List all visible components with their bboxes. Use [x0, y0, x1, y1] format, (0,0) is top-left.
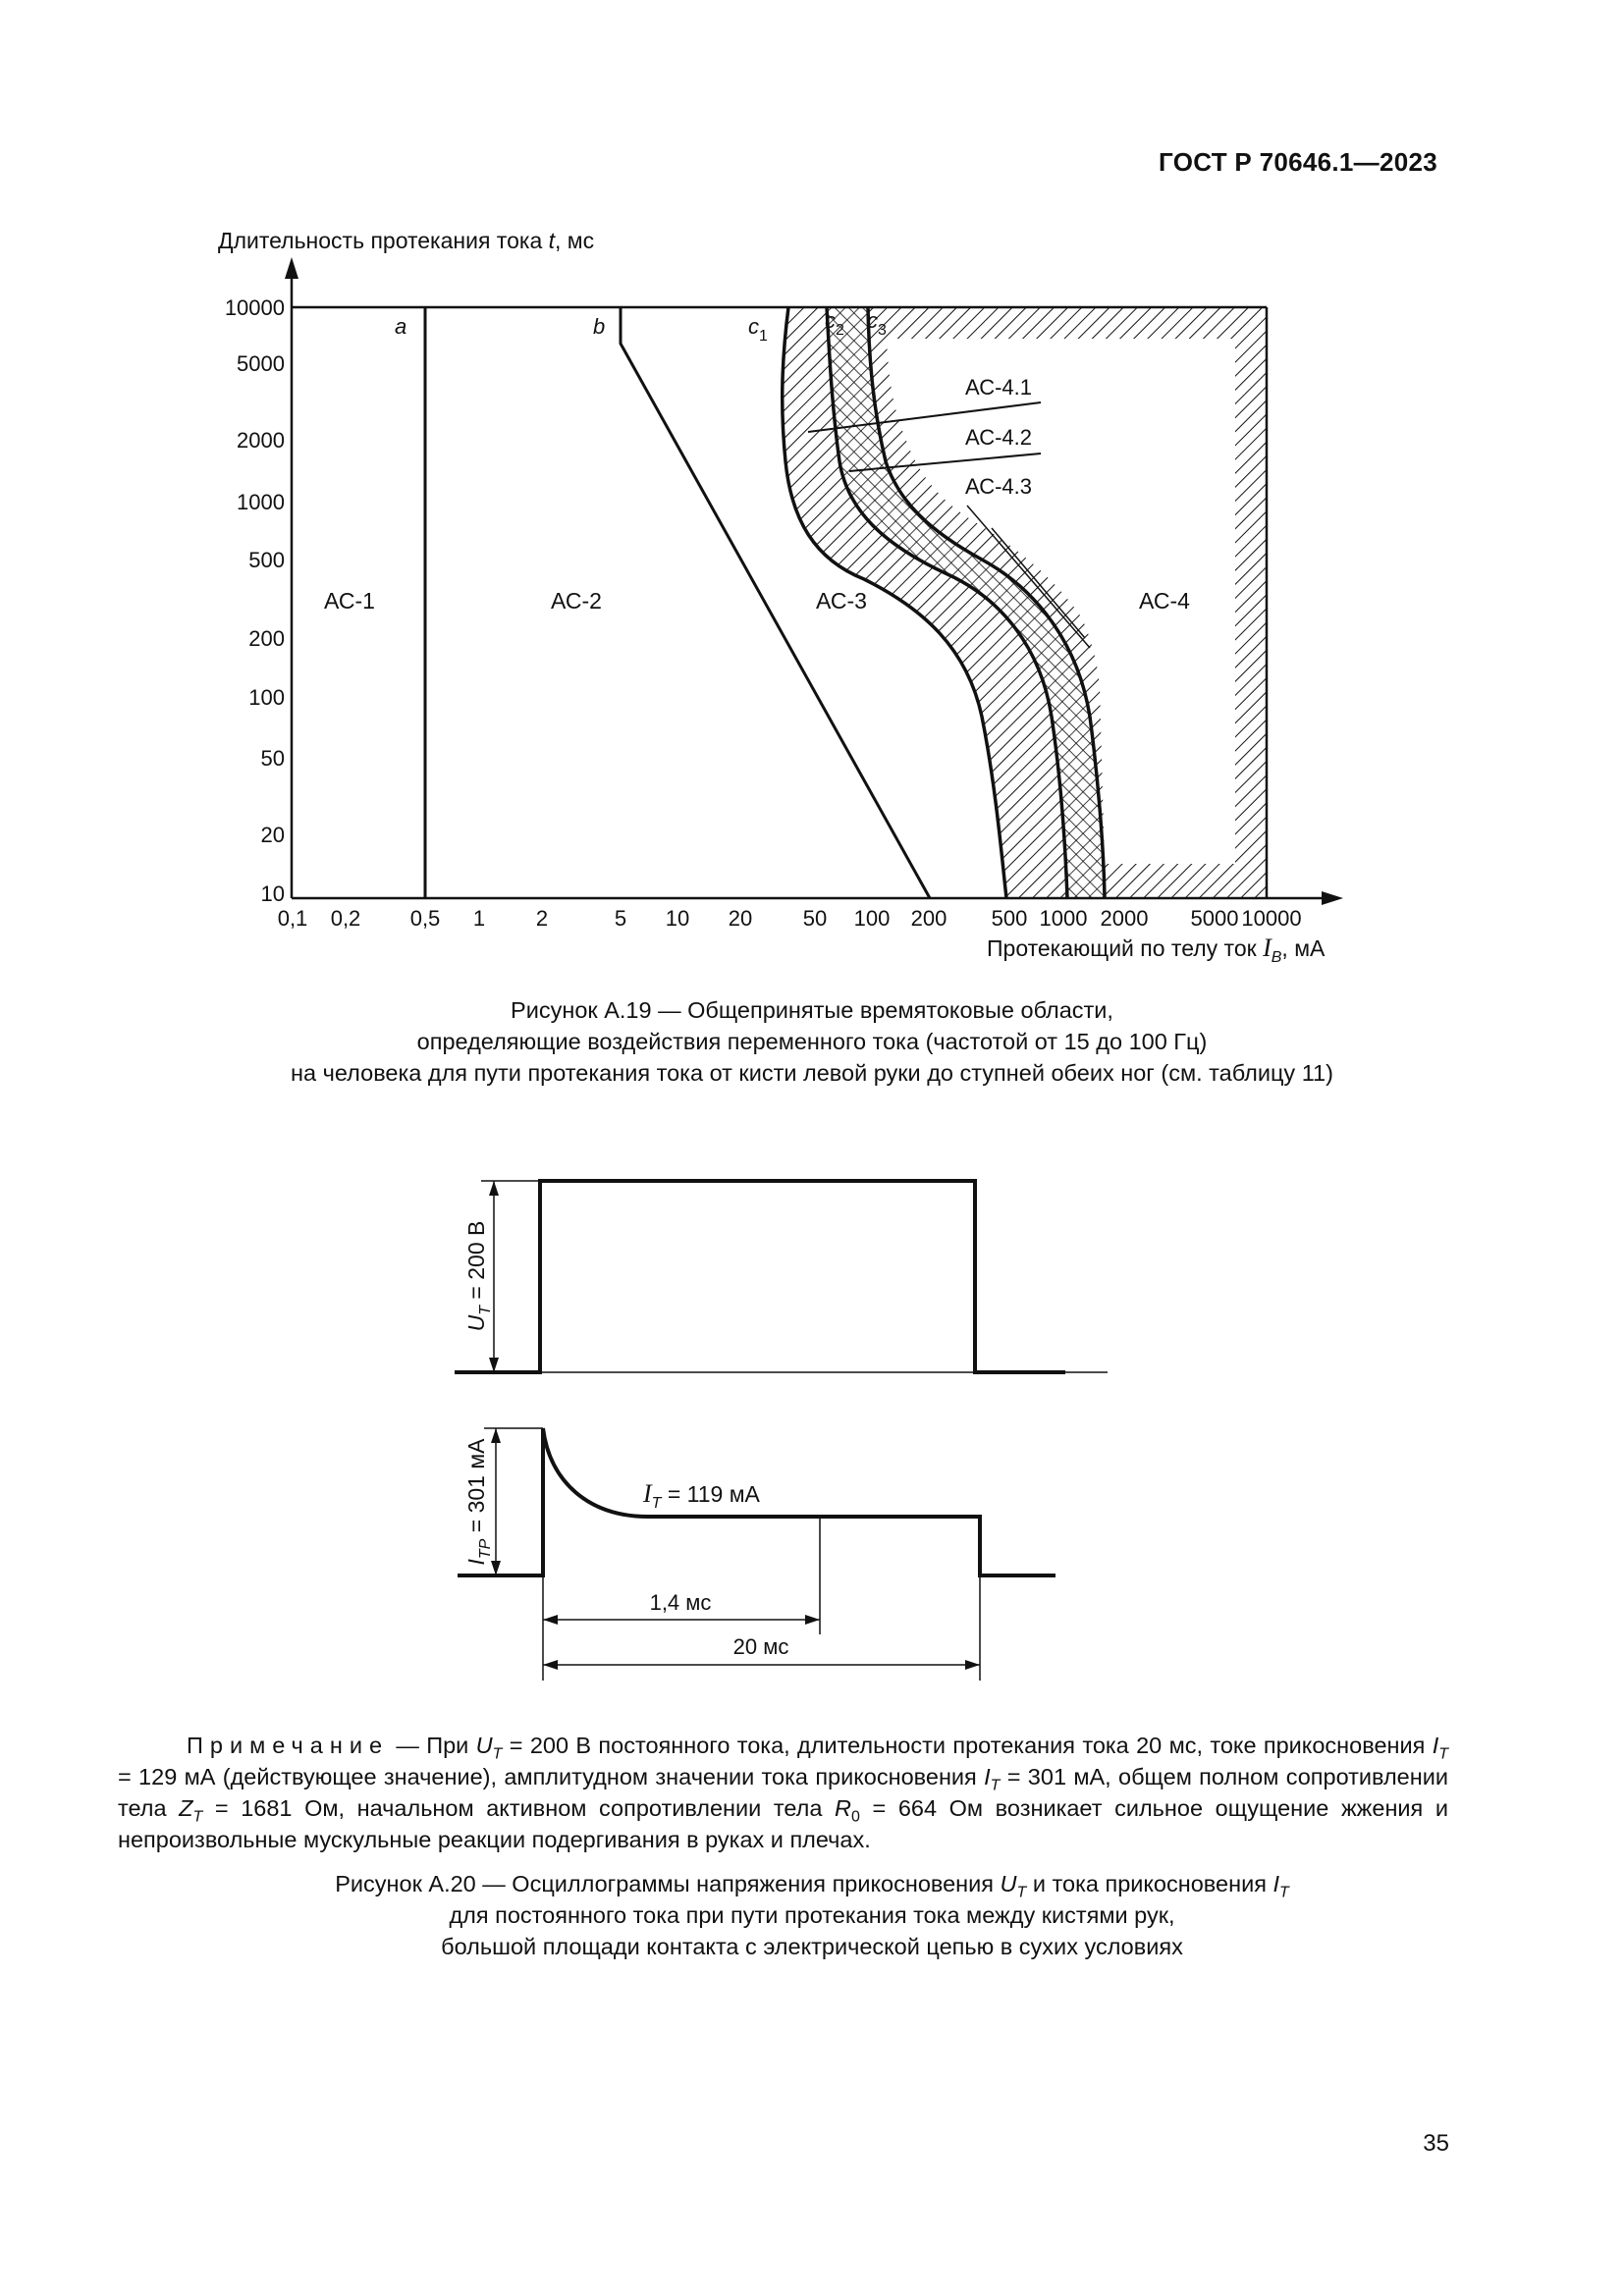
y-axis-arrow [285, 257, 298, 279]
x-tick-label: 10 [665, 906, 690, 931]
caption-a19-line: на человека для пути протекания тока от кисти левой руки до ступней обеих ног (см. таблицу 11) [291, 1060, 1333, 1086]
x-tick-label: 200 [910, 906, 947, 931]
x-axis-title: Протекающий по телу ток $I_B$, мА [987, 934, 1326, 966]
x-tick-label: 1000 [1039, 906, 1088, 931]
caption-a19-line: определяющие воздействия переменного тока (частотой от 15 до 100 Гц) [416, 1029, 1208, 1054]
voltage-label: $U_T = 200$ В [463, 1220, 494, 1332]
y-tick-label: 500 [248, 548, 285, 572]
dim-arrow [965, 1660, 980, 1670]
figure-a20-current-trace [458, 1428, 1056, 1681]
x-tick-label: 2 [535, 906, 549, 931]
dim-arrow [805, 1615, 820, 1625]
x-tick-label: 5000 [1190, 906, 1239, 931]
y-tick-labels [225, 295, 285, 906]
figure-a20-voltage-trace [455, 1181, 1108, 1372]
y-tick-label: 1000 [237, 490, 285, 514]
document-header: ГОСТ Р 70646.1—2023 [1159, 147, 1437, 177]
voltage-waveform [455, 1181, 1065, 1372]
dim-arrow [543, 1660, 558, 1670]
callout-ac4-3: АС-4.3 [965, 474, 1032, 499]
note-paragraph: Примечание — При $U_T = 200$ В постоянного тока, длительности протекания тока 20 мс, токе прикосновения $I_T = 129$ мА (действующее значение), амплитудном значении тока прикосновения $I_T = 301$ мА, общем полном сопротивлении тела $Z_T = 1681$ Ом, начальном активном сопротивлении тела $R_0 = 664$ Ом возникает сильное ощущение жжения и непроизвольные мускульные реакции подергивания в руках и плечах. [118, 1733, 1448, 1852]
x-tick-label: 0,1 [277, 906, 308, 931]
curve-label-c3: c [867, 308, 878, 333]
y-tick-label: 100 [248, 685, 285, 710]
steady-current-label: $I_T = 119$ мА [643, 1479, 760, 1512]
peak-current-label: $I_{TP} = 301$ мА [463, 1438, 494, 1566]
y-tick-label: 2000 [237, 428, 285, 453]
dim-label-20ms: 20 мс [732, 1634, 789, 1659]
curve-label-a: a [395, 314, 407, 339]
caption-figure-a20 [0, 1868, 1624, 1962]
x-tick-label: 100 [853, 906, 891, 931]
y-axis-title: Длительность протекания тока t, мс [218, 228, 595, 253]
region-label-ac4: АС-4 [1139, 588, 1190, 614]
x-tick-label: 50 [802, 906, 828, 931]
x-axis-arrow [1322, 891, 1343, 905]
x-tick-label: 500 [991, 906, 1028, 931]
caption-a19-line: Рисунок А.19 — Общепринятые времятоковые области, [511, 997, 1113, 1023]
x-tick-label: 10000 [1241, 906, 1302, 931]
callout-ac4-1: АС-4.1 [965, 375, 1032, 400]
note-label: Примечание [187, 1733, 390, 1758]
caption-figure-a19 [0, 994, 1624, 1089]
caption-a20-line: большой площади контакта с электрической цепью в сухих условиях [441, 1934, 1183, 1959]
y-tick-label: 5000 [237, 351, 285, 376]
region-label-ac1: АС-1 [324, 588, 375, 614]
y-tick-label: 50 [260, 746, 285, 771]
current-dim-arrow-down [491, 1561, 501, 1575]
caption-a20-line: Рисунок А.20 — Осциллограммы напряжения прикосновения $U_T$ и тока прикосновения $I_T$ [335, 1871, 1289, 1901]
voltage-dim-arrow-up [489, 1181, 499, 1196]
curve-label-c3-sub: 3 [878, 322, 887, 339]
dim-arrow [543, 1615, 558, 1625]
x-tick-labels [278, 906, 1302, 931]
current-dim-arrow-up [491, 1428, 501, 1443]
curve-label-c2: c [825, 308, 836, 333]
x-tick-label: 5 [614, 906, 627, 931]
x-tick-label: 20 [728, 906, 753, 931]
curve-label-c2-sub: 2 [836, 322, 844, 339]
callout-ac4-2: АС-4.2 [965, 425, 1032, 450]
x-tick-label: 1 [472, 906, 486, 931]
page-number: 35 [1423, 2130, 1449, 2157]
voltage-dim-arrow-down [489, 1358, 499, 1372]
x-tick-label: 0,5 [409, 906, 441, 931]
y-tick-label: 200 [248, 626, 285, 651]
y-tick-label: 10000 [224, 295, 285, 320]
curve-label-c1: c [748, 314, 759, 339]
caption-a20-line: для постоянного тока при пути протекания тока между кистями рук, [449, 1902, 1175, 1928]
region-label-ac3: АС-3 [816, 588, 867, 614]
x-tick-label: 0,2 [330, 906, 361, 931]
curve-label-c1-sub: 1 [759, 328, 768, 345]
region-label-ac2: АС-2 [551, 588, 602, 614]
x-tick-label: 2000 [1100, 906, 1149, 931]
dim-label-1-4ms: 1,4 мс [649, 1590, 712, 1615]
y-tick-label: 10 [260, 881, 285, 906]
curve-label-b: b [593, 314, 606, 339]
y-tick-label: 20 [260, 823, 285, 847]
